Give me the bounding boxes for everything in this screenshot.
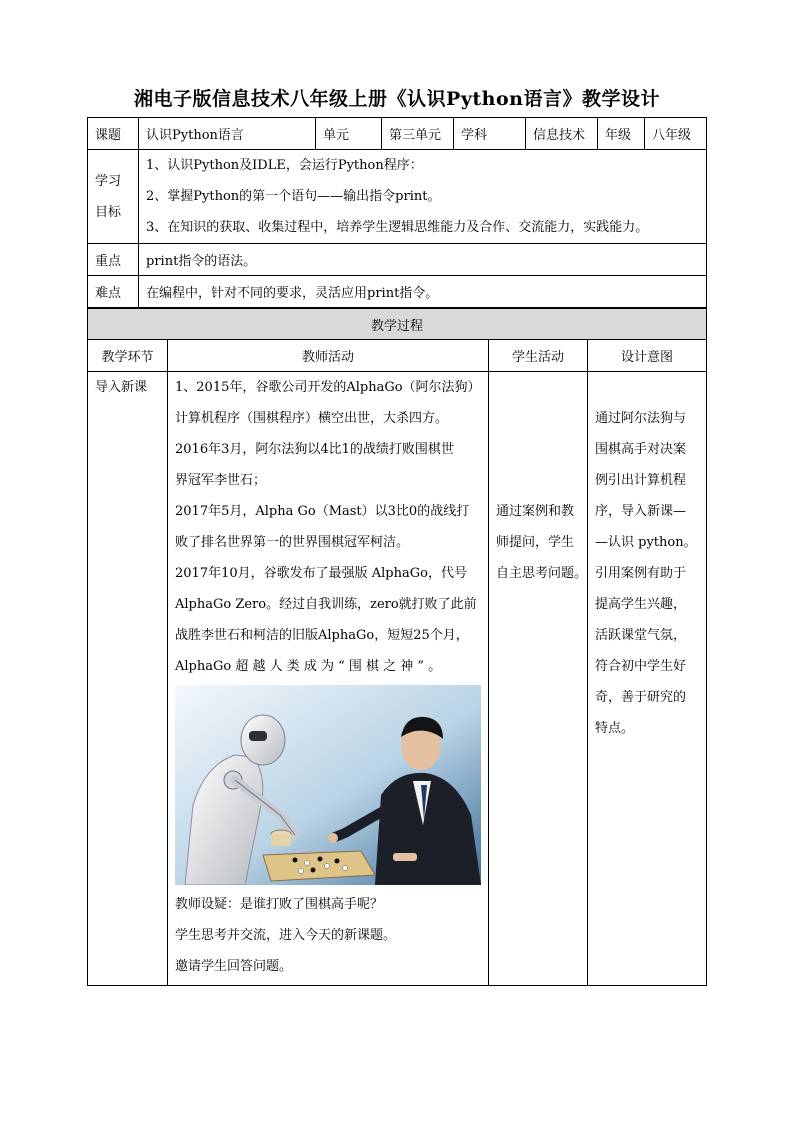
teacher-line: 败了排名世界第一的世界围棋冠军柯洁。 [175, 535, 410, 550]
col-intent-header: 设计意图 [588, 340, 707, 372]
subject-value: 信息技术 [526, 118, 598, 150]
objective-item: 3、在知识的获取、收集过程中，培养学生逻辑思维能力及合作、交流能力，实践能力。 [146, 220, 649, 235]
teacher-line: 1、2015年，谷歌公司开发的AlphaGo（阿尔法狗） [175, 380, 481, 395]
intent-line: 围棋高手对决案 [595, 442, 687, 457]
topic-label: 课题 [88, 118, 139, 150]
teacher-after-line: 学生思考并交流，进入今天的新课题。 [175, 928, 397, 943]
intent-line: 通过阿尔法狗与 [595, 411, 687, 426]
grade-label: 年级 [598, 118, 645, 150]
teacher-line: 2016年3月，阿尔法狗以4比1的战绩打败围棋世 [175, 442, 454, 457]
difficulty-label: 难点 [88, 276, 139, 308]
robot-vs-go-player-photo [175, 685, 481, 885]
unit-value: 第三单元 [382, 118, 454, 150]
intent-line: 例引出计算机程 [595, 473, 687, 488]
intent-line: 符合初中学生好 [595, 659, 687, 674]
intent-line: 引用案例有助于 [595, 566, 687, 581]
objectives-label-line2: 目标 [95, 204, 122, 220]
student-line: 师提问，学生 [496, 535, 575, 550]
teacher-line: AlphaGo Zero。经过自我训练，zero就打败了此前 [175, 597, 477, 612]
teacher-activity-cell [168, 372, 489, 986]
teacher-line: 2017年5月，Alpha Go（Mast）以3比0的战线打 [175, 504, 470, 519]
difficulty-text: 在编程中，针对不同的要求，灵活应用print指令。 [139, 276, 707, 308]
intent-line: 奇，善于研究的 [595, 690, 687, 705]
teacher-line: 界冠军李世石； [175, 473, 267, 488]
process-table [87, 308, 707, 986]
objectives-label [88, 150, 139, 244]
intent-line: 特点。 [595, 721, 635, 736]
unit-label: 单元 [316, 118, 382, 150]
teacher-after-line: 教师设疑：是谁打败了围棋高手呢？ [175, 897, 384, 912]
topic-value: 认识Python语言 [139, 118, 316, 150]
teacher-line: 计算机程序（围棋程序）横空出世，大杀四方。 [175, 411, 449, 426]
teacher-after-line: 邀请学生回答问题。 [175, 959, 293, 974]
grade-value: 八年级 [645, 118, 707, 150]
design-intent-cell [588, 372, 707, 986]
stage-cell [88, 372, 168, 986]
key-point-label: 重点 [88, 244, 139, 276]
key-point-text: print指令的语法。 [139, 244, 707, 276]
process-heading: 教学过程 [88, 309, 707, 340]
page-title: 湘电子版信息技术八年级上册《认识Python语言》教学设计 [134, 88, 660, 110]
teacher-line: 战胜李世石和柯洁的旧版AlphaGo，短短25个月， [175, 628, 469, 643]
student-line: 通过案例和教 [496, 504, 575, 519]
teacher-line: AlphaGo 超 越 人 类 成 为 “ 围 棋 之 神 ” 。 [175, 659, 442, 674]
objectives-label-line1: 学习 [95, 173, 122, 189]
objective-item: 1、认识Python及IDLE，会运行Python程序： [146, 158, 423, 173]
stage-label: 导入新课 [95, 380, 148, 395]
objective-item: 2、掌握Python的第一个语句——输出指令print。 [146, 189, 441, 204]
col-student-header: 学生活动 [489, 340, 588, 372]
subject-label: 学科 [454, 118, 526, 150]
objectives-content [139, 150, 707, 244]
intent-line: —认识 python。 [595, 535, 697, 550]
col-teacher-header: 教师活动 [168, 340, 489, 372]
intent-line: 活跃课堂气氛， [595, 628, 687, 643]
student-line: 自主思考问题。 [496, 566, 588, 581]
student-activity-cell [489, 372, 588, 986]
intent-line: 提高学生兴趣， [595, 597, 687, 612]
intent-line: 序，导入新课— [595, 504, 687, 519]
teacher-line: 2017年10月，谷歌发布了最强版 AlphaGo，代号 [175, 566, 467, 581]
col-stage-header: 教学环节 [88, 340, 168, 372]
lesson-info-table [87, 117, 707, 308]
